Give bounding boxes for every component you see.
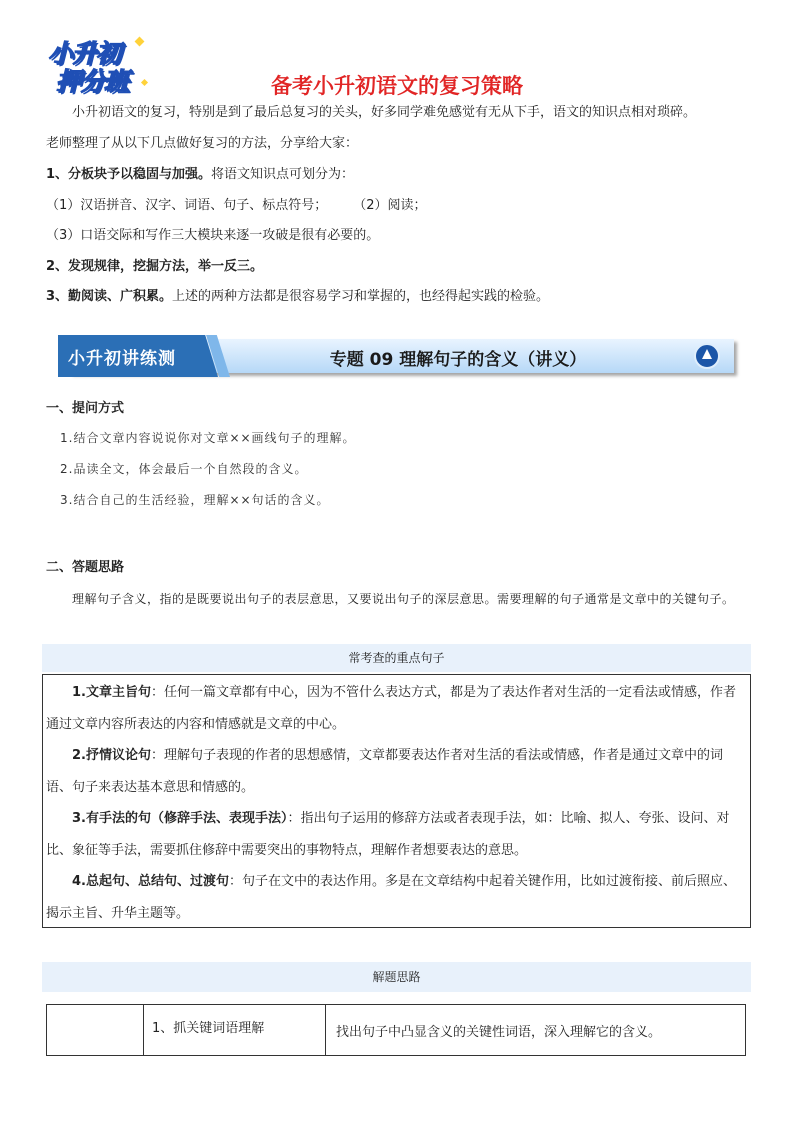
- key-entry-text: ：句子在文中的表达作用。多是在文章结构中起着关键作用，比如过渡衔接、前后照应、揭示主旨、升华主题等。: [46, 874, 736, 921]
- key-entry-text: ：指出句子运用的修辞方法或者表现手法，如：比喻、拟人、夸张、设问、对比、象征等手法，需要抓住修辞中需要突出的事物特点，理解作者想要表达的意思。: [46, 811, 730, 858]
- section-heading-questions: 一、提问方式: [46, 401, 125, 416]
- intro-paragraph-2: 老师整理了从以下几点做好复习的方法，分享给大家：: [46, 136, 359, 151]
- key-sentences-box: [42, 674, 751, 928]
- method-1-sub-a: （1）汉语拼音、汉字、词语、句子、标点符号；: [46, 198, 328, 213]
- banner-label: 小升初讲练测: [68, 349, 176, 369]
- key-entry-label: 1.文章主旨句: [72, 685, 151, 700]
- table-cell: 1、抓关键词语理解: [144, 1005, 326, 1055]
- key-entry-text: ：任何一篇文章都有中心，因为不管什么表达方式，都是为了表达作者对生活的一定看法或情感，作者通过文章内容所表达的内容和情感就是文章的中心。: [46, 685, 736, 732]
- method-1-heading: 1、分板块予以稳固与加强。: [46, 167, 212, 182]
- key-entry-3: [46, 803, 746, 867]
- method-1: [46, 165, 758, 185]
- star-icon: [135, 37, 145, 47]
- logo-text-bottom: 押分班: [56, 67, 129, 96]
- key-entry-label: 2.抒情议论句: [72, 748, 151, 763]
- intro-paragraph: 小升初语文的复习，特别是到了最后总复习的关头，好多同学难免感觉有无从下手，语文的知识点相对琐碎。: [72, 105, 697, 120]
- method-2: 2、发现规律，挖掘方法，举一反三。: [46, 259, 264, 274]
- key-entry-text: ：理解句子表现的作者的思想感情，文章都要表达作者对生活的看法或情感，作者是通过文章中的词语、句子来表达基本意思和情感的。: [46, 748, 723, 795]
- method-1-sub-c: （3）口语交际和写作三大模块来逐一攻破是很有必要的。: [46, 228, 380, 243]
- table-cell: [47, 1005, 144, 1055]
- method-3-heading: 3、勤阅读、广积累。: [46, 289, 173, 304]
- list-item: 3.结合自己的生活经验，理解××句话的含义。: [60, 493, 330, 507]
- key-sentences-header: 常考查的重点句子: [42, 644, 751, 672]
- method-1-sub-b: （2）阅读；: [353, 198, 427, 213]
- key-entry-2: [46, 740, 746, 804]
- list-item: 1.结合文章内容说说你对文章××画线句子的理解。: [60, 431, 356, 445]
- method-3-text: 上述的两种方法都是很容易学习和掌握的，也经得起实践的检验。: [172, 289, 550, 304]
- section-heading-approach: 二、答题思路: [46, 560, 125, 575]
- solving-ideas-header: 解题思路: [42, 962, 751, 992]
- method-3: [46, 287, 758, 307]
- logo-text-top: 小升初: [48, 39, 121, 68]
- solving-ideas-table: [46, 1004, 746, 1056]
- key-entry-label: 3.有手法的句（修辞手法、表现手法）: [72, 811, 288, 826]
- triangle-up-icon[interactable]: [694, 343, 720, 369]
- document-title: 备考小升初语文的复习策略: [271, 74, 523, 98]
- table-cell: 找出句子中凸显含义的关键性词语，深入理解它的含义。: [336, 1025, 662, 1040]
- list-item: 2.品读全文，体会最后一个自然段的含义。: [60, 462, 308, 476]
- banner-topic: 专题 09 理解句子的含义（讲义）: [329, 350, 587, 370]
- approach-paragraph: 理解句子含义，指的是既要说出句子的表层意思，又要说出句子的深层意思。需要理解的句子通常是文章中的关键句子。: [72, 592, 735, 606]
- key-entry-4: [46, 866, 746, 930]
- method-1-sub: [46, 196, 758, 216]
- key-entry-label: 4.总起句、总结句、过渡句: [72, 874, 229, 889]
- topic-banner: [58, 335, 736, 377]
- method-1-text: 将语文知识点可划分为：: [211, 167, 355, 182]
- key-entry-1: [46, 677, 746, 741]
